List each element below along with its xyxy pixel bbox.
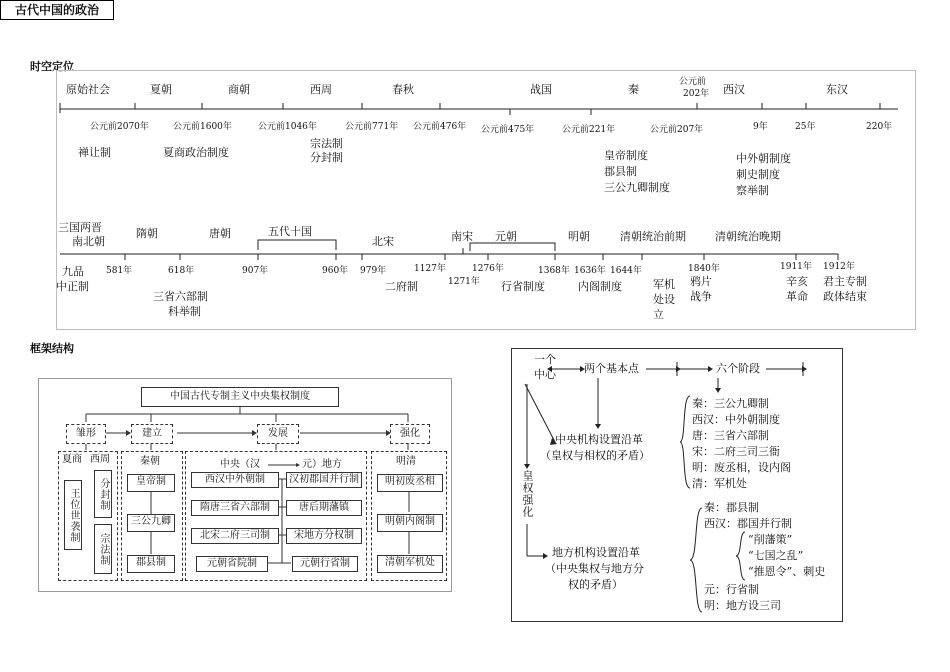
dev-local: 汉初郡国并行制	[286, 472, 362, 488]
era-label: 北宋	[372, 235, 394, 248]
date-label: 618年	[168, 266, 195, 276]
mingqing-title: 明清	[396, 456, 416, 467]
stage-strengthen: 强化	[390, 424, 430, 444]
mingqing-item: 明初废丞相	[377, 474, 443, 492]
date-label: 960年	[322, 266, 349, 276]
note-zongfa: 宗法制	[310, 137, 343, 150]
local-sub: 权的矛盾）	[568, 578, 623, 591]
central-item: 清：军机处	[692, 477, 747, 490]
note-jiupin: 九品	[62, 265, 84, 278]
note-sansheng: 科举制	[168, 305, 201, 318]
stage-embryo: 雏形	[66, 424, 106, 444]
date-label: 9年	[753, 122, 768, 132]
note-erfu: 二府制	[385, 280, 418, 293]
date-label: 公元前2070年	[90, 122, 149, 132]
date-label: 907年	[242, 266, 269, 276]
six-stages-label: 六个阶段	[716, 362, 760, 375]
era-label: 清朝统治晚期	[715, 230, 781, 243]
stage-establish: 建立	[131, 424, 173, 444]
local-item: “七国之乱”	[748, 549, 804, 562]
date-label: 公元前207年	[650, 125, 704, 135]
era-label: 五代十国	[268, 225, 312, 238]
two-points-label: 两个基本点	[584, 362, 639, 375]
era-label: 秦	[628, 83, 639, 96]
date-label: 25年	[795, 122, 816, 132]
era-label: 战国	[530, 83, 552, 96]
date-label: 1912年	[823, 262, 855, 272]
note-junzhu: 政体结束	[823, 290, 867, 303]
qin-item: 皇帝制	[127, 474, 175, 492]
xizhou-label: 西周	[90, 454, 110, 465]
date-label: 公元前221年	[562, 125, 616, 135]
local-sub: （中央集权与地方分	[545, 562, 644, 575]
local-item: “推恩令”、刺史	[748, 565, 826, 578]
imperial-power-label: 皇权强化	[521, 470, 534, 518]
era-label: 清朝统治前期	[620, 230, 686, 243]
date-label: 1644年	[610, 266, 642, 276]
qin-title: 秦朝	[140, 456, 160, 467]
note-han: 中外朝制度	[736, 152, 791, 165]
wangwei-box: 王位世袭制	[64, 480, 82, 550]
xiashang-label: 夏商	[62, 454, 82, 465]
date-label: 公元前1600年	[173, 122, 232, 132]
central-item: 明：废丞相，设内阁	[692, 461, 791, 474]
date-label: 公元前1046年	[258, 122, 317, 132]
note-qin: 三公九卿制度	[604, 181, 670, 194]
page-title: 古代中国的政治	[0, 0, 114, 20]
date-label: 220年	[866, 122, 893, 132]
qin-item: 三公九卿	[127, 514, 175, 532]
note-junji: 军机	[653, 278, 675, 291]
center-label: 中心	[534, 368, 556, 381]
fenfeng-box: 分封制	[94, 470, 112, 518]
era-label: 隋朝	[136, 227, 158, 240]
dev-local: 宋地方分权制	[286, 528, 362, 544]
note-xinhai: 辛亥	[786, 275, 808, 288]
date-label: 1271年	[448, 277, 480, 287]
era-label: 东汉	[826, 83, 848, 96]
note-han: 察举制	[736, 184, 769, 197]
era-label: 南宋	[451, 230, 473, 243]
local-item: 明：地方设三司	[704, 599, 781, 612]
note-junzhu: 君主专制	[823, 275, 867, 288]
local-item: 西汉：郡国并行制	[704, 517, 792, 530]
era-label: 夏朝	[150, 83, 172, 96]
local-item: 元：行省制	[704, 583, 759, 596]
date-label: 公元前475年	[481, 125, 535, 135]
dev-central: 西汉中外朝制	[191, 472, 279, 488]
note-qin: 皇帝制度	[604, 149, 648, 162]
mingqing-item: 清朝军机处	[377, 555, 443, 573]
era-label: 春秋	[392, 83, 414, 96]
date-label: 1911年	[780, 262, 812, 272]
dev-header: 中央（汉	[220, 459, 260, 470]
central-item: 西汉：中外朝制度	[692, 413, 780, 426]
note-neige: 内阁制度	[578, 280, 622, 293]
era-label: 原始社会	[66, 83, 110, 96]
era-label: 南北朝	[72, 235, 105, 248]
era-top-label: 202年	[683, 89, 710, 99]
note-junji: 立	[653, 308, 664, 321]
local-item: 秦：郡县制	[704, 501, 759, 514]
date-label: 581年	[106, 266, 133, 276]
dev-header: 元）地方	[302, 459, 342, 470]
central-item: 宋：二府三司三衙	[692, 445, 780, 458]
date-label: 979年	[360, 266, 387, 276]
date-label: 1840年	[688, 264, 720, 274]
mingqing-item: 明朝内阁制	[377, 514, 443, 532]
era-label: 元朝	[495, 230, 517, 243]
note-xinhai: 革命	[786, 290, 808, 303]
central-item: 秦：三公九卿制	[692, 397, 769, 410]
era-label: 西周	[310, 83, 332, 96]
section-label-timeline: 时空定位	[30, 60, 74, 73]
dev-central: 隋唐三省六部制	[191, 500, 279, 516]
date-label: 1276年	[472, 264, 504, 274]
stage-develop: 发展	[257, 424, 299, 444]
note-yapian: 鸦片	[690, 275, 712, 288]
zongfa-box: 宗法制	[94, 524, 112, 574]
central-title: 中央机构设置沿革	[555, 433, 643, 446]
era-label: 明朝	[568, 230, 590, 243]
date-label: 公元前771年	[345, 122, 399, 132]
dev-central: 北宋二府三司制	[191, 528, 279, 544]
qin-item: 郡县制	[127, 555, 175, 573]
note-han: 刺史制度	[736, 168, 780, 181]
dev-local: 唐后期藩镇	[286, 500, 362, 516]
note-sansheng: 三省六部制	[153, 290, 208, 303]
date-label: 1636年	[574, 266, 606, 276]
note-chanrang: 禅让制	[78, 146, 111, 159]
note-yapian: 战争	[690, 290, 712, 303]
framework-root: 中国古代专制主义中央集权制度	[141, 387, 339, 407]
era-label: 唐朝	[209, 227, 231, 240]
date-label: 1127年	[414, 264, 446, 274]
date-label: 1368年	[538, 266, 570, 276]
era-label: 西汉	[723, 83, 745, 96]
era-label: 商朝	[228, 83, 250, 96]
section-label-framework: 框架结构	[30, 342, 74, 355]
local-item: “削藩策”	[748, 533, 793, 546]
center-label: 一个	[534, 353, 556, 366]
local-title: 地方机构设置沿革	[552, 546, 640, 559]
central-item: 唐：三省六部制	[692, 429, 769, 442]
note-xingsheng: 行省制度	[501, 280, 545, 293]
era-top-label: 公元前	[679, 77, 707, 87]
dev-local: 元朝行省制	[292, 556, 358, 572]
note-jiupin: 中正制	[56, 280, 89, 293]
note-junji: 处设	[653, 293, 675, 306]
date-label: 公元前476年	[413, 122, 467, 132]
note-fenfeng: 分封制	[310, 151, 343, 164]
note-xiashang: 夏商政治制度	[163, 146, 229, 159]
note-qin: 郡县制	[604, 165, 637, 178]
dev-central: 元朝省院制	[196, 556, 268, 572]
central-sub: （皇权与相权的矛盾）	[540, 449, 650, 462]
era-label: 三国两晋	[58, 221, 102, 234]
